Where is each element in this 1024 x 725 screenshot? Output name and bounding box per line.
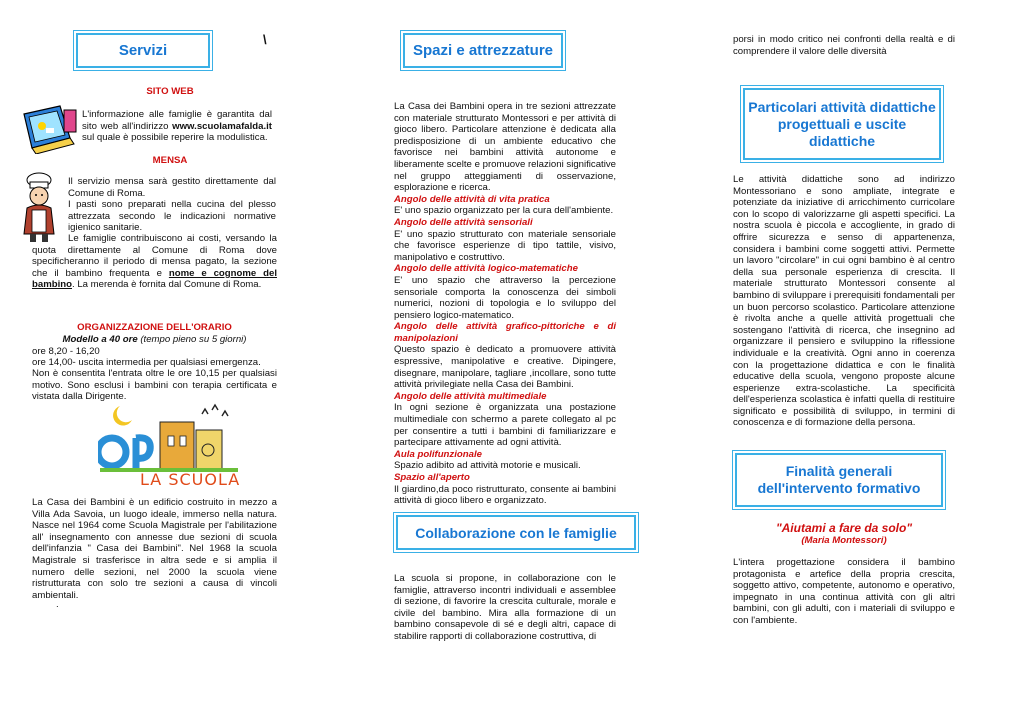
particolari-text: Le attività didattiche sono ad indirizzo Montessoriano e sono ampliate, integrate e potenziate da iniziative di arricchimento curricolare con lo scopo di valorizzarne gli aspetti specifici. La nostra scuola è piccola e accogliente, in grado di offrire sicurezza e senso di appartenenza, considera i bambini come soggetti attivi. Permette un lavoro "circolare" in cui ogni bambino è al centro della sua personale esperienza di crescita. Il materiale strutturato Montessori consente al bambino di sviluppare i prerequisiti fondamentali per un buon percorso scolastico. Particolare attenzione è rivolta anche a quelle attività progettuali che sostengano l'attività di ricerca, che insegnino ad organizzare il pensiero e sviluppino la riflessione individuale e la creatività. Ogni anno in coerenza con la progettazione didattica e con le finalità educative della scuola, vengono proposte alcune esperienze extra-scolastiche. La specificità dell'esperienza scolastica è infatti quella di restituire significato e possibilità di sviluppo, in termini di conoscenza e di formazione della persona. xyxy=(733,174,955,429)
angolo-logico-heading: Angolo delle attività logico-matematiche xyxy=(394,263,578,275)
angolo-grafico-heading: Angolo delle attività grafico-pittoriche e di manipolazioni xyxy=(394,321,616,344)
computer-icon xyxy=(20,104,78,154)
spazi-intro: La Casa dei Bambini opera in tre sezioni attrezzate con materiale strutturato Montessori e per attività di gioco libero. Particolare attenzione è dedicata alla predisposizione di un ambiente educativo che favorisce nei bambini attività autonome e liberamente scelte e promuove relazioni significative nel gruppo atteggiamenti di osservazione, esplorazione e ricerca. xyxy=(394,101,616,194)
mensa-p2: I pasti sono preparati nella cucina del plesso attrezzata secondo le indicazioni normative igienico sanitarie. xyxy=(68,199,276,234)
trailing-dot: . xyxy=(56,599,59,610)
collab-title-box xyxy=(396,515,636,550)
angolo-grafico-text: Questo spazio è dedicato a promuovere attività espressive, manipolative e creative. Dipingere, disegnare, manipolare, tagliare ,incollare, sono tutte attività privilegiate nella Casa dei Bambini. xyxy=(394,344,616,391)
spazi-title: Spazi e attrezzature xyxy=(412,42,554,59)
finalita-title: Finalità generali dell'intervento formativo xyxy=(757,463,921,496)
servizi-title: Servizi xyxy=(118,42,168,59)
mensa-heading: MENSA xyxy=(152,155,188,166)
mensa-p3 xyxy=(32,233,277,291)
aula-polifunzionale-heading: Aula polifunzionale xyxy=(394,448,482,460)
mensa-p3-post: . La merenda è fornita dal Comune di Roma. xyxy=(71,279,262,291)
quote: "Aiutami a fare da solo" xyxy=(775,521,913,535)
angolo-vita-pratica-text: E' uno spazio organizzato per la cura dell'ambiente. xyxy=(394,205,614,217)
spazio-aperto-text: Il giardino,da poco ristrutturato, consente ai bambini attività di gioco libero e organizzato. xyxy=(394,483,616,507)
sito-web-url[interactable]: www.scuolamafalda.it xyxy=(172,120,272,132)
mensa-p3-bold: nome e cognome del bambino xyxy=(32,267,277,291)
mensa-p3-pre: Le famiglie contribuiscono ai costi, versando la quota direttamente al Comune di Roma dove specificheranno il periodo di mensa pagato, la sezione che il bambino frequenta e xyxy=(32,233,277,279)
quote-author: (Maria Montessori) xyxy=(801,535,887,546)
modello-rest: (tempo pieno su 5 giorni) xyxy=(137,334,247,345)
modello-bold: Modello a 40 ore xyxy=(62,334,138,345)
spazio-aperto-heading: Spazio all'aperto xyxy=(394,472,470,483)
servizi-title-box xyxy=(76,33,210,68)
sito-web-heading: SITO WEB xyxy=(146,86,194,97)
angolo-vita-pratica-heading: Angolo delle attività di vita pratica xyxy=(394,193,550,205)
continued-text: porsi in modo critico nei confronti della realtà e di comprendere il valore delle diversità xyxy=(733,34,955,57)
collab-text: La scuola si propone, in collaborazione con le famiglie, attraverso incontri individuali e assemblee di sezione, di favorire la crescita culturale, morale e civile del bambino. Mira alla formazione di un bambino consapevole di sé e degli altri, capace di stabilire rapporti di collaborazione costruttiva, di xyxy=(394,573,616,642)
aula-polifunzionale-text: Spazio adibito ad attività motorie e musicali. xyxy=(394,460,581,472)
spazi-section xyxy=(394,101,616,507)
finalita-title-box xyxy=(735,453,943,507)
sito-web-text-pre: L'informazione alle famiglie è garantita dal sito web all'indirizzo xyxy=(82,109,272,132)
storia-text: La Casa dei Bambini è un edificio costruito in mezzo a Villa Ada Savoia, un luogo ideale, immerso nella natura. Nasce nel 1964 come Scuola Magistrale per l'abilitazione all' insegnamento con annesse due sezioni di scuola dell'infanzia " Casa dei Bambini". Nel 1968 la scuola Magistrale si trasferisce in altra sede e si amplia il numero delle sezioni, nel 2000 la scuola viene ristrutturata con solo tre sezioni a causa di vincoli ambientali. xyxy=(32,497,277,601)
orario-heading: ORGANIZZAZIONE DELL'ORARIO xyxy=(77,322,232,333)
backslash-mark: \ xyxy=(263,32,267,47)
orario-line2: ore 14,00- uscita intermedia per qualsiasi emergenza. xyxy=(32,357,261,368)
orario-line1: ore 8,20 - 16,20 xyxy=(32,346,100,357)
angolo-sensoriali-heading: Angolo delle attività sensoriali xyxy=(394,216,533,228)
orario-line3: Non è consentita l'entrata oltre le ore 10,15 per qualsiasi motivo. Sono esclusi i bambini con terapia certificata e vistata dalla Dirigente. xyxy=(32,368,277,403)
sito-web-text-post: sul quale è possibile reperire la modulistica. xyxy=(82,132,268,144)
angolo-logico-text: E' uno spazio che attraverso la percezione sensoriale comporta la conoscenza dei simboli numerici, nozioni di topologia e lo sviluppo del pensiero logico-matematico. xyxy=(394,274,616,321)
modello-line xyxy=(32,334,277,346)
particolari-title-box xyxy=(743,88,941,160)
angolo-multimediale-heading: Angolo delle attività multimediale xyxy=(394,390,547,402)
finalita-text: L'intera progettazione considera il bambino protagonista e artefice della propria crescita, soggetto attivo, competente, autonomo e operativo, impegnato in una continua attività con gli altri bambini, con gli adulti, con i materiali di sviluppo e con l'ambiente. xyxy=(733,557,955,626)
spazi-title-box xyxy=(403,33,563,68)
particolari-title: Particolari attività didattiche progettuali e uscite didattiche xyxy=(748,98,936,149)
collab-title: Collaborazione con le famiglie xyxy=(415,524,617,541)
mensa-p1: Il servizio mensa sarà gestito direttamente dal Comune di Roma. xyxy=(68,176,276,199)
la-scuola-text: LA SCUOLA xyxy=(140,470,241,489)
angolo-sensoriali-text: E' uno spazio strutturato con materiale sensoriale che favorisce esperienze di tipo tattile, visivo, manipolativo e costruttivo. xyxy=(394,228,616,263)
angolo-multimediale-text: In ogni sezione è organizzata una postazione multimediale con schermo a parete collegato al pc per consentire a tutti i bambini di familiarizzare e partecipare attivamente ad ogni attività. xyxy=(394,402,616,449)
sito-web-text xyxy=(82,109,272,144)
